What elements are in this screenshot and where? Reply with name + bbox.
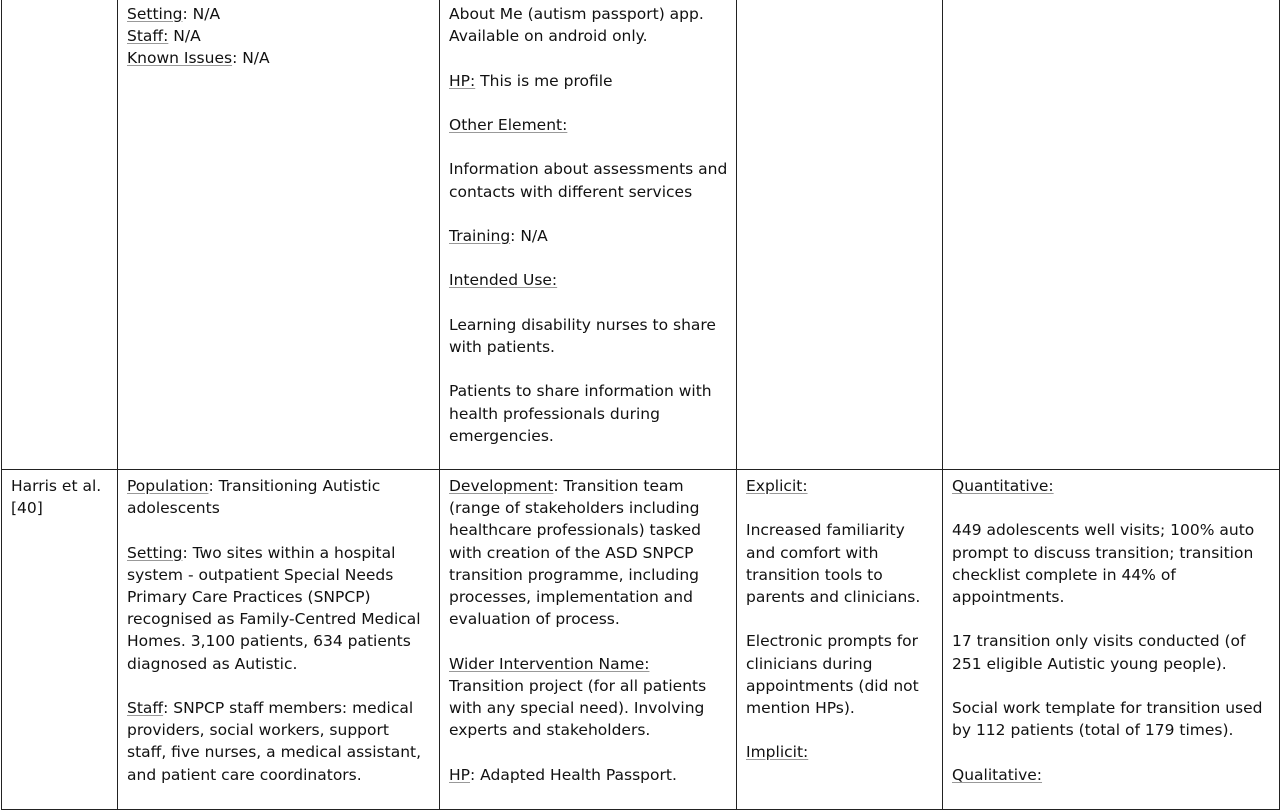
quantitative-3: Social work template for transition used by 112 patients (total of 179 times). [952,698,1263,740]
explicit-1: Increased familiarity and comfort with transition tools to parents and clinicians. [746,521,921,606]
population-line [127,475,431,519]
setting-value: : Two sites within a hospital system - outpatient Special Needs Primary Care Practices (SNPCP) recognised as Family-Centred Medical Homes. 3,100 patients, 634 patients diagnosed as Autistic. [127,543,421,673]
wider-intervention-value: Transition project (for all patients with any special need). Involving experts and stakeholders. [449,676,707,740]
other-element-value: Information about assessments and contacts with different services [449,160,728,201]
hp-label: HP [449,765,471,784]
evidence-table [1,0,1280,810]
setting-label: Setting [127,543,183,562]
hp-value: : Adapted Health Passport. [470,765,677,784]
quantitative-label: Quantitative: [952,477,1054,495]
quantitative-1: 449 adolescents well visits; 100% auto prompt to discuss transition; transition checklist complete in 44% of appointments. [952,521,1255,606]
population-value: : Transitioning Autistic adolescents [127,477,381,518]
wider-intervention-label: Wider Intervention Name: [449,654,650,673]
outcome-cell [943,0,1280,470]
table-row [2,470,1280,810]
population-setting-cell [118,470,440,810]
staff-line [127,697,431,786]
population-setting-cell [118,0,440,470]
qualitative-label: Qualitative: [952,765,1043,784]
mechanism-cell [737,470,943,810]
study-cell: Harris et al.[40] [2,470,118,810]
setting-line [127,542,431,675]
intended-use-2: Patients to share information with health professionals during emergencies. [449,382,712,445]
setting-label: Setting [127,5,183,23]
explicit-label: Explicit: [746,477,808,495]
development-label: Development [449,477,554,495]
other-element-label: Other Element: [449,115,568,134]
intended-use-1: Learning disability nurses to share with patients. [449,315,716,356]
intervention-cell [440,0,737,470]
population-label: Population [127,477,209,495]
outcome-cell [943,470,1280,810]
staff-line [127,25,431,47]
quantitative-2: 17 transition only visits conducted (of 251 eligible Autistic young people). [952,632,1246,673]
staff-label: Staff: [127,27,169,46]
development-value: : Transition team (range of stakeholders including healthcare professionals) tasked with creation of the ASD SNPCP transition programme, including processes, implementation and evaluation of process. [449,477,701,629]
setting-value: : N/A [182,5,221,23]
staff-value: : SNPCP staff members: medical providers, social workers, support staff, five nurses, a medical assistant, and patient care coordinators. [127,699,422,784]
known-issues-label: Known Issues [127,49,233,68]
implicit-label: Implicit: [746,743,809,762]
staff-label: Staff [127,699,164,717]
training-value: : N/A [510,226,548,245]
known-issues-line [127,47,431,69]
training-label: Training [449,226,511,245]
hp-line [449,764,728,786]
explicit-2: Electronic prompts for clinicians during appointments (did not mention HPs). [746,632,919,717]
staff-value: N/A [168,27,201,46]
known-issues-value: : N/A [232,49,270,68]
table-row [2,0,1280,470]
intended-use-label: Intended Use: [449,271,558,290]
mechanism-cell [737,0,943,470]
setting-line [127,3,431,25]
app-description: About Me (autism passport) app. Available on android only. [449,5,704,46]
training-line [449,225,728,247]
intervention-cell [440,470,737,810]
hp-value: This is me profile [475,71,613,90]
hp-line [449,70,728,92]
hp-label: HP: [449,71,476,90]
development-line [449,475,728,630]
study-cell [2,0,118,470]
